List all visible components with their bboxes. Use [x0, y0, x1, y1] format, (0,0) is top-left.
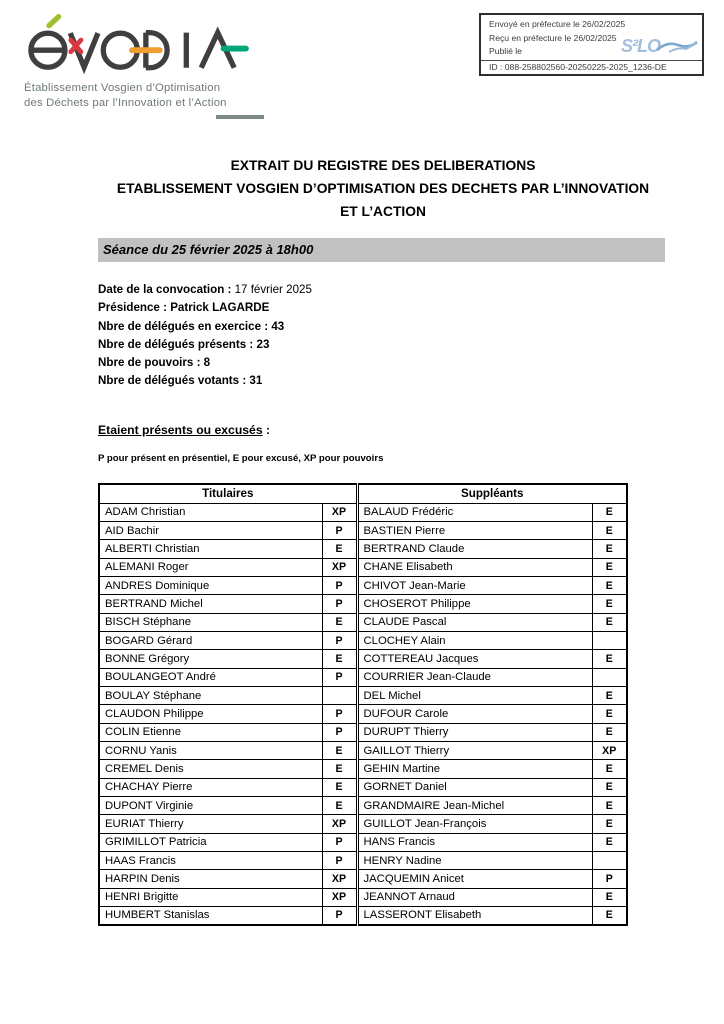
suppleant-name: COURRIER Jean-Claude: [357, 668, 592, 686]
titulaire-name: BOGARD Gérard: [99, 631, 322, 649]
suppleant-status: E: [592, 650, 627, 668]
suppleant-name: DUFOUR Carole: [357, 705, 592, 723]
suppleants-header: Suppléants: [357, 484, 627, 503]
attendance-row: [99, 650, 627, 668]
stamp-sent-line: Envoyé en préfecture le 26/02/2025: [489, 19, 626, 29]
titulaire-status: XP: [322, 503, 357, 521]
titulaire-name: EURIAT Thierry: [99, 815, 322, 833]
titulaire-name: ANDRES Dominique: [99, 576, 322, 594]
attendance-row: [99, 852, 627, 870]
meta-value: 23: [256, 337, 270, 351]
suppleant-name: JEANNOT Arnaud: [357, 888, 592, 906]
attendance-row: [99, 686, 627, 704]
attendance-heading-colon: :: [262, 423, 271, 437]
titulaire-name: BERTRAND Michel: [99, 595, 322, 613]
suppleant-status: E: [592, 686, 627, 704]
suppleant-name: CHOSEROT Philippe: [357, 595, 592, 613]
suppleant-status: E: [592, 815, 627, 833]
stamp-received-line: Reçu en préfecture le 26/02/2025: [489, 32, 617, 43]
meta-label: Nbre de délégués votants :: [98, 374, 250, 388]
suppleant-name: BASTIEN Pierre: [357, 521, 592, 539]
attendance-row: [99, 631, 627, 649]
attendance-row: [99, 723, 627, 741]
suppleant-status: E: [592, 558, 627, 576]
attendance-row: [99, 741, 627, 759]
meta-label: Présidence :: [98, 301, 171, 315]
title-line2: ETABLISSEMENT VOSGIEN D’OPTIMISATION DES DECHETS PAR L’INNOVATION: [116, 181, 650, 196]
titulaire-status: P: [322, 668, 357, 686]
suppleant-name: BERTRAND Claude: [357, 540, 592, 558]
attendance-row: [99, 705, 627, 723]
suppleant-name: LASSERONT Elisabeth: [357, 907, 592, 925]
meta-value: 31: [249, 374, 263, 388]
titulaire-name: BONNE Grégory: [99, 650, 322, 668]
titulaire-status: E: [322, 797, 357, 815]
suppleant-name: DEL Michel: [357, 686, 592, 704]
logo-tagline-line1: Établissement Vosgien d’Optimisation: [24, 82, 221, 94]
titulaire-name: HARPIN Denis: [99, 870, 322, 888]
document-title: [40, 154, 724, 223]
titulaire-status: E: [322, 741, 357, 759]
suppleant-status: E: [592, 576, 627, 594]
attendance-row: [99, 540, 627, 558]
titulaire-status: P: [322, 595, 357, 613]
titulaire-status: E: [322, 650, 357, 668]
stamp-id-line: ID : 088-258802560-20250225-2025_1236-DE: [481, 60, 702, 74]
s2lo-watermark: [621, 36, 698, 57]
title-line3: ET L’ACTION: [340, 204, 426, 219]
titulaire-status: P: [322, 723, 357, 741]
attendance-row: [99, 558, 627, 576]
meta-label: Nbre de délégués présents :: [98, 337, 257, 351]
titulaire-name: CHACHAY Pierre: [99, 778, 322, 796]
attendance-row: [99, 613, 627, 631]
titulaire-status: P: [322, 521, 357, 539]
suppleant-status: E: [592, 595, 627, 613]
logo-tagline: [24, 81, 266, 110]
meta-value: 43: [271, 319, 285, 333]
attendance-row: [99, 503, 627, 521]
attendance-row: [99, 778, 627, 796]
attendance-legend: P pour présent en présentiel, E pour excusé, XP pour pouvoirs: [98, 453, 384, 464]
titulaire-name: BISCH Stéphane: [99, 613, 322, 631]
suppleant-status: E: [592, 613, 627, 631]
suppleant-status: E: [592, 723, 627, 741]
suppleant-name: COTTEREAU Jacques: [357, 650, 592, 668]
attendance-row: [99, 521, 627, 539]
meta-value: 17 février 2025: [234, 283, 312, 296]
titulaire-status: P: [322, 705, 357, 723]
titulaire-name: HUMBERT Stanislas: [99, 907, 322, 925]
suppleant-status: E: [592, 907, 627, 925]
logo-tagline-line2: des Déchets par l’Innovation et l’Action: [24, 96, 227, 109]
attendance-row: [99, 576, 627, 594]
titulaires-header: Titulaires: [99, 484, 357, 503]
titulaire-status: E: [322, 540, 357, 558]
attendance-header-row: [99, 484, 627, 503]
meta-label: Date de la convocation :: [98, 283, 235, 296]
titulaire-name: GRIMILLOT Patricia: [99, 833, 322, 851]
suppleant-name: CHANE Elisabeth: [357, 558, 592, 576]
suppleant-status: E: [592, 521, 627, 539]
meta-line: [98, 281, 312, 299]
titulaire-name: ALEMANI Roger: [99, 558, 322, 576]
suppleant-name: JACQUEMIN Anicet: [357, 870, 592, 888]
titulaire-status: E: [322, 613, 357, 631]
s2lo-watermark-text: S²LO: [621, 36, 660, 56]
attendance-row: [99, 797, 627, 815]
titulaire-name: HAAS Francis: [99, 852, 322, 870]
suppleant-status: [592, 631, 627, 649]
attendance-row: [99, 668, 627, 686]
logo-underline-rule: [216, 115, 264, 119]
titulaire-status: P: [322, 631, 357, 649]
suppleant-name: DURUPT Thierry: [357, 723, 592, 741]
suppleant-name: BALAUD Frédéric: [357, 503, 592, 521]
evodia-logo: [24, 14, 266, 119]
titulaire-name: ADAM Christian: [99, 503, 322, 521]
meta-value: 8: [203, 356, 211, 370]
titulaire-name: COLIN Etienne: [99, 723, 322, 741]
titulaire-name: AID Bachir: [99, 521, 322, 539]
suppleant-status: E: [592, 540, 627, 558]
titulaire-status: P: [322, 576, 357, 594]
suppleant-status: E: [592, 797, 627, 815]
attendance-row: [99, 760, 627, 778]
titulaire-name: CORNU Yanis: [99, 741, 322, 759]
titulaire-name: HENRI Brigitte: [99, 888, 322, 906]
titulaire-name: BOULANGEOT André: [99, 668, 322, 686]
suppleant-name: CLAUDE Pascal: [357, 613, 592, 631]
suppleant-status: [592, 852, 627, 870]
titulaire-status: P: [322, 833, 357, 851]
attendance-row: [99, 907, 627, 925]
session-date-bar: Séance du 25 février 2025 à 18h00: [98, 238, 665, 262]
titulaire-status: E: [322, 778, 357, 796]
attendance-table: [98, 483, 628, 926]
s2lo-swoosh-icon: [656, 39, 698, 55]
suppleant-status: E: [592, 888, 627, 906]
attendance-row: [99, 833, 627, 851]
suppleant-name: GRANDMAIRE Jean-Michel: [357, 797, 592, 815]
titulaire-name: CREMEL Denis: [99, 760, 322, 778]
suppleant-name: GAILLOT Thierry: [357, 741, 592, 759]
titulaire-status: [322, 686, 357, 704]
suppleant-status: E: [592, 503, 627, 521]
titulaire-status: XP: [322, 558, 357, 576]
suppleant-status: P: [592, 870, 627, 888]
meta-line: [98, 318, 312, 336]
attendance-row: [99, 888, 627, 906]
suppleant-name: HANS Francis: [357, 833, 592, 851]
titulaire-status: P: [322, 907, 357, 925]
titulaire-status: XP: [322, 888, 357, 906]
suppleant-name: GORNET Daniel: [357, 778, 592, 796]
titulaire-status: XP: [322, 870, 357, 888]
titulaire-status: E: [322, 760, 357, 778]
titulaire-name: BOULAY Stéphane: [99, 686, 322, 704]
stamp-published-line: Publié le: [489, 46, 522, 56]
attendance-table-body: [99, 503, 627, 925]
titulaire-name: CLAUDON Philippe: [99, 705, 322, 723]
suppleant-status: XP: [592, 741, 627, 759]
suppleant-status: E: [592, 705, 627, 723]
suppleant-name: CLOCHEY Alain: [357, 631, 592, 649]
title-line1: EXTRAIT DU REGISTRE DES DELIBERATIONS: [230, 158, 536, 173]
suppleant-status: E: [592, 778, 627, 796]
titulaire-name: ALBERTI Christian: [99, 540, 322, 558]
meta-block: [98, 281, 312, 391]
attendance-heading-text: Etaient présents ou excusés: [98, 423, 263, 437]
meta-label: Nbre de délégués en exercice :: [98, 319, 272, 333]
meta-line: [98, 336, 312, 354]
suppleant-name: GUILLOT Jean-François: [357, 815, 592, 833]
meta-line: [98, 299, 312, 317]
meta-label: Nbre de pouvoirs :: [98, 356, 204, 370]
attendance-heading: [98, 423, 270, 437]
suppleant-name: HENRY Nadine: [357, 852, 592, 870]
attendance-row: [99, 815, 627, 833]
titulaire-status: XP: [322, 815, 357, 833]
meta-value: Patrick LAGARDE: [170, 301, 270, 315]
suppleant-status: E: [592, 760, 627, 778]
suppleant-name: CHIVOT Jean-Marie: [357, 576, 592, 594]
suppleant-status: E: [592, 833, 627, 851]
evodia-wordmark-icon: [24, 14, 256, 80]
prefecture-stamp: [479, 13, 704, 76]
suppleant-status: [592, 668, 627, 686]
suppleant-name: GEHIN Martine: [357, 760, 592, 778]
attendance-row: [99, 870, 627, 888]
meta-line: [98, 354, 312, 372]
titulaire-status: P: [322, 852, 357, 870]
meta-line: [98, 372, 312, 390]
titulaire-name: DUPONT Virginie: [99, 797, 322, 815]
attendance-row: [99, 595, 627, 613]
